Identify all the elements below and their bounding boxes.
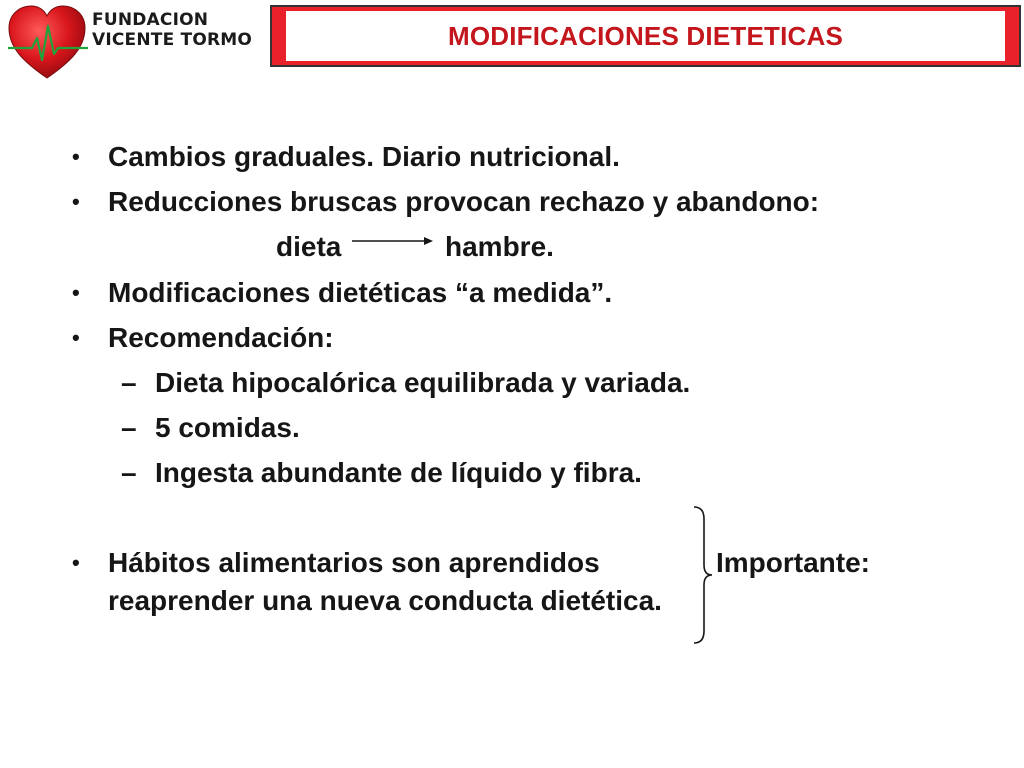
page-title: MODIFICACIONES DIETETICAS xyxy=(286,11,1005,61)
important-label: Importante: xyxy=(716,547,870,578)
bullet-item-continuation: reaprender una nueva conducta dietética. xyxy=(108,585,662,616)
diet-label: dieta xyxy=(276,231,342,262)
dash-icon: – xyxy=(121,367,137,398)
bullet-item: Cambios graduales. Diario nutricional. xyxy=(108,141,620,172)
sub-item: Ingesta abundante de líquido y fibra. xyxy=(155,457,642,488)
bullet-icon: • xyxy=(72,144,80,169)
bullet-item: Reducciones bruscas provocan rechazo y abandono: xyxy=(108,186,820,217)
arrow-right-icon xyxy=(352,233,434,249)
sub-item: 5 comidas. xyxy=(155,412,300,443)
logo-line-1: FUNDACION xyxy=(92,10,209,30)
bullet-icon: • xyxy=(72,280,80,305)
logo-line-2: VICENTE TORMO xyxy=(92,30,253,50)
bullet-icon: • xyxy=(72,325,80,350)
brace-icon xyxy=(690,505,714,645)
bullet-item: Hábitos alimentarios son aprendidos xyxy=(108,547,600,578)
bullet-icon: • xyxy=(72,189,80,214)
bullet-item: Modificaciones dietéticas “a medida”. xyxy=(108,277,613,308)
bullet-icon: • xyxy=(72,550,80,575)
sub-item: Dieta hipocalórica equilibrada y variada. xyxy=(155,367,691,398)
hunger-label: hambre. xyxy=(445,231,554,262)
dash-icon: – xyxy=(121,457,137,488)
dash-icon: – xyxy=(121,412,137,443)
bullet-item: Recomendación: xyxy=(108,322,334,353)
